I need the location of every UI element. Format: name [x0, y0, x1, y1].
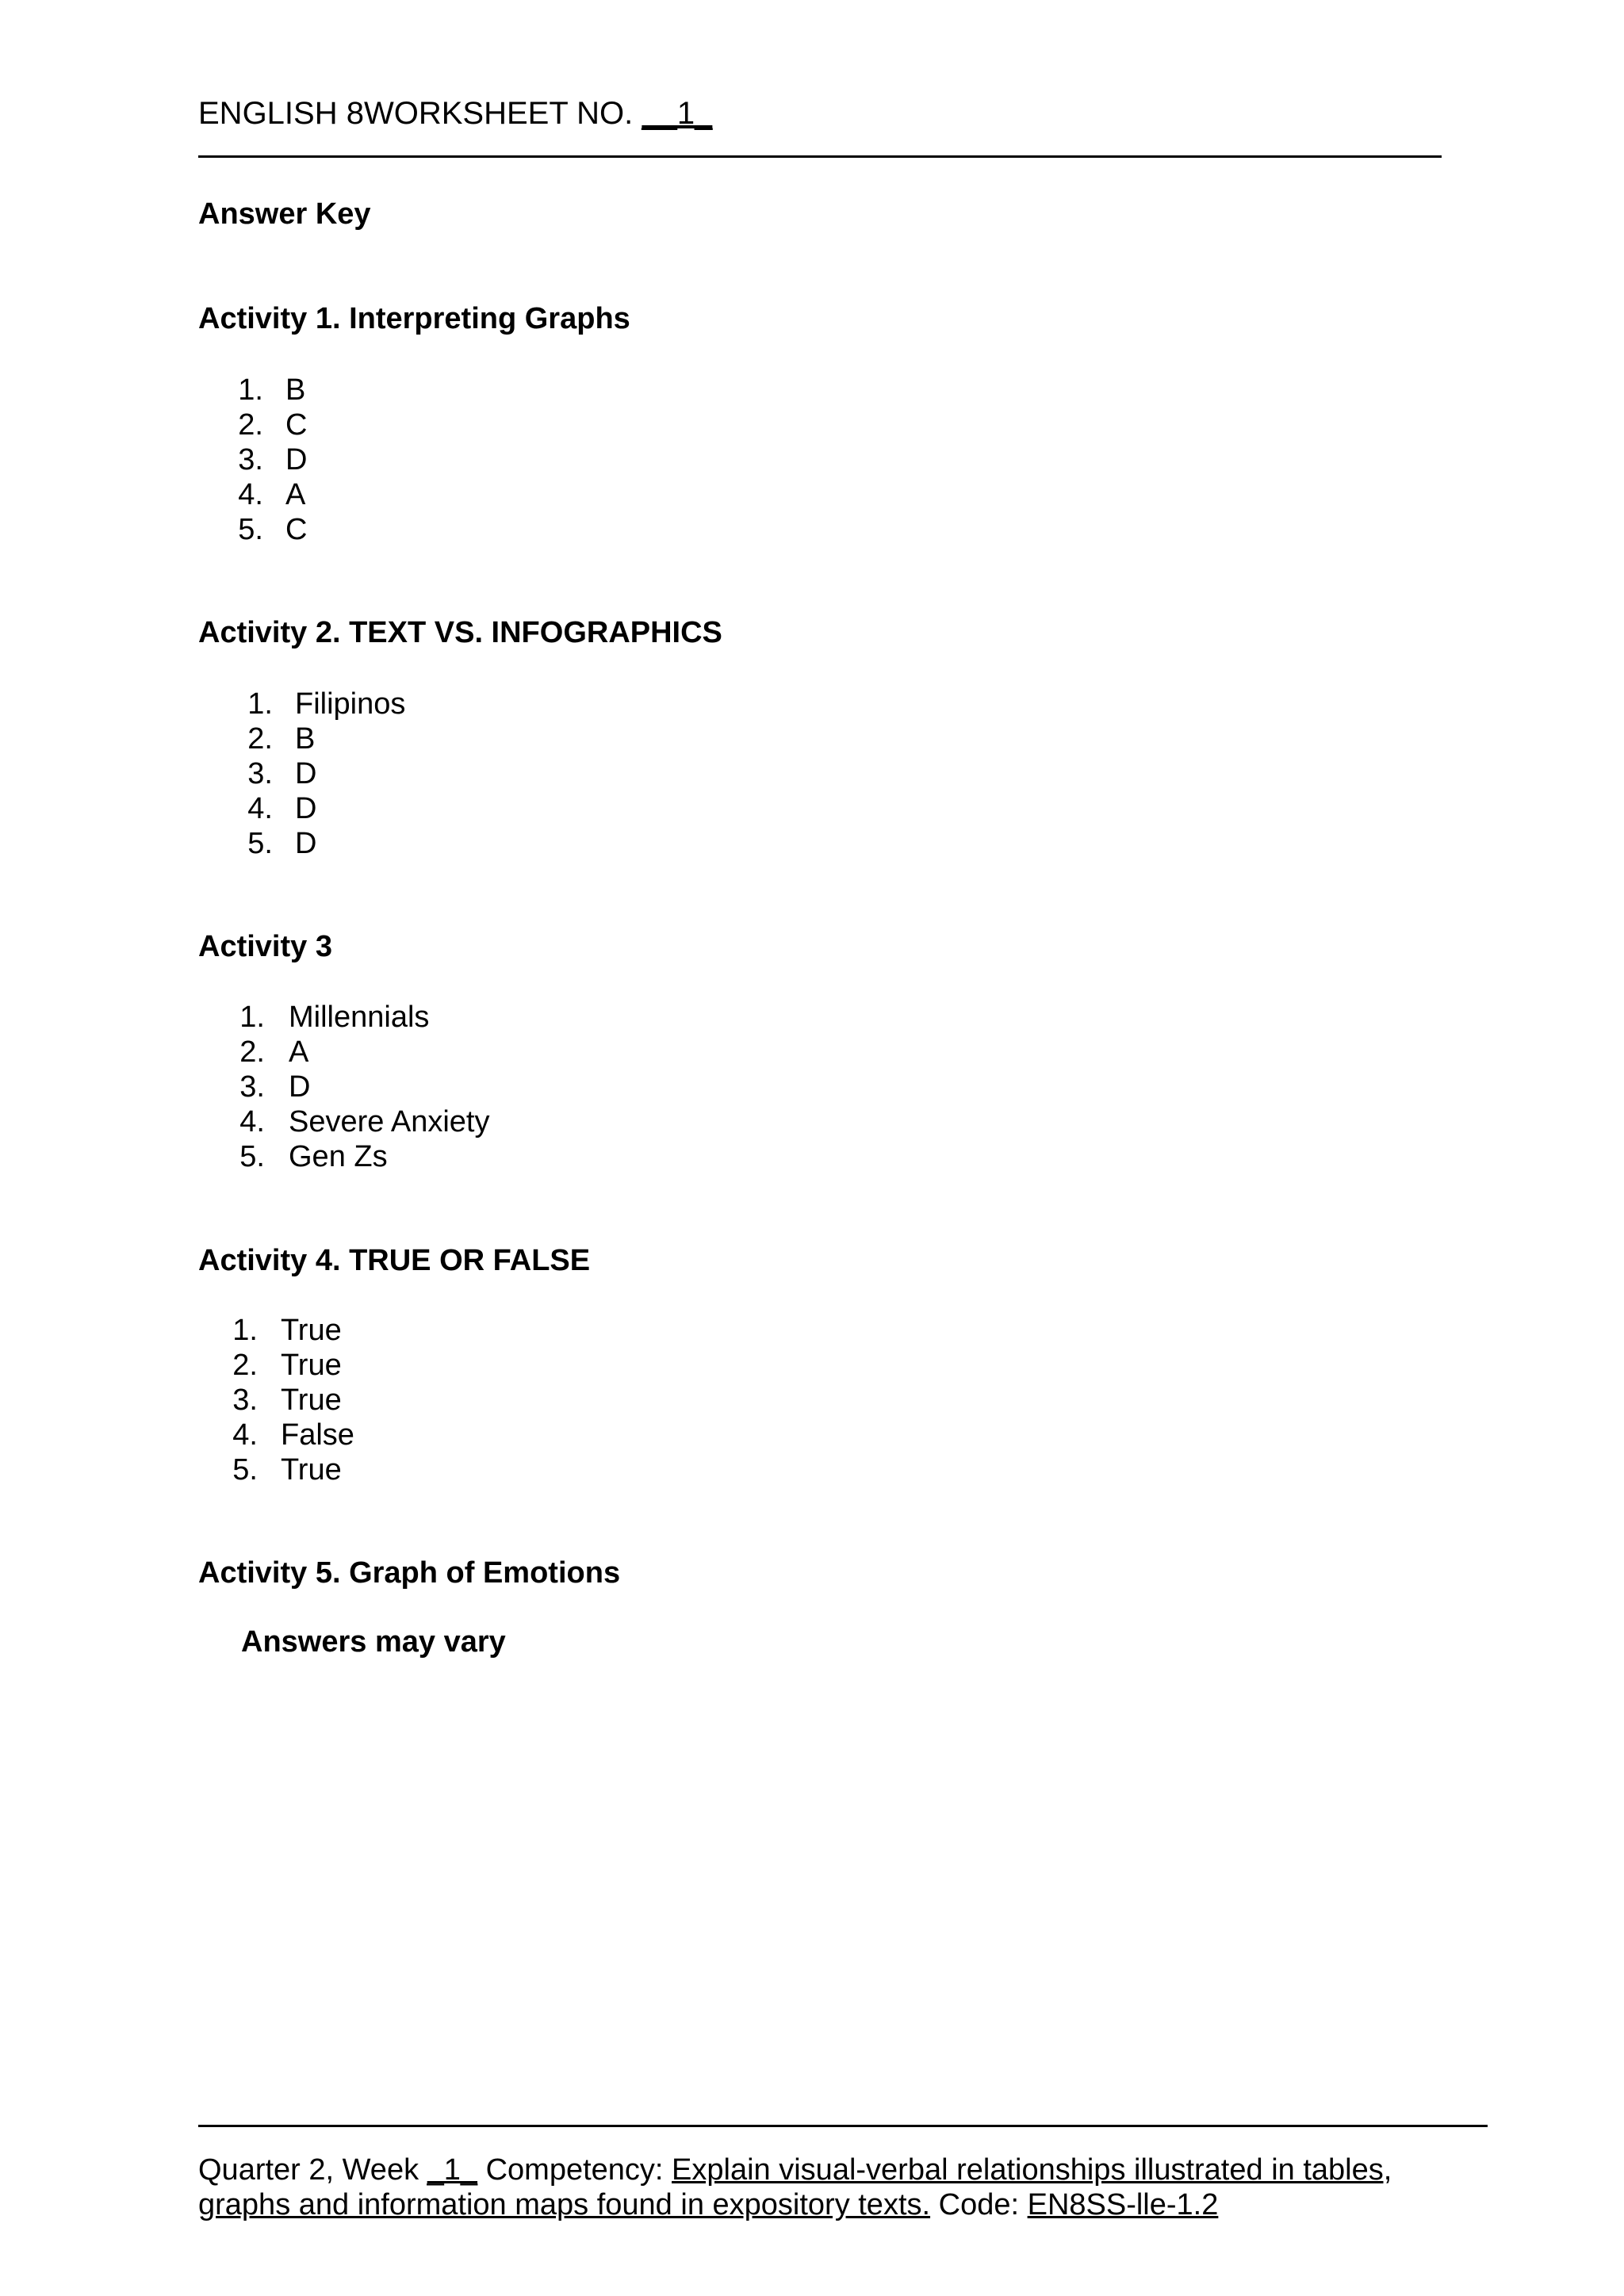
list-item: 1. True [232, 1314, 342, 1347]
list-item: 5. True [232, 1453, 342, 1487]
list-item: 2. True [232, 1349, 342, 1382]
list-item: 2. C [238, 408, 308, 442]
worksheet-header [198, 94, 712, 133]
worksheet-number: __1_ [642, 96, 713, 131]
footer-divider [198, 2125, 1488, 2127]
list-item: 3. D [239, 1070, 311, 1104]
answer-key-title: Answer Key [198, 197, 371, 231]
list-item: 2. A [239, 1035, 309, 1069]
list-item: 1. B [238, 373, 306, 407]
activity-4-answers [226, 1313, 354, 1487]
footer-line-1: Quarter 2, Week _1_ Competency: Explain visual-verbal relationships illustrated in tables, [198, 2153, 1392, 2187]
list-item: 3. D [247, 757, 317, 790]
activity-2-answers [241, 687, 405, 861]
competency-text-cont: graphs and information maps found in expository texts. [198, 2188, 931, 2221]
activity-1-answers [232, 373, 307, 547]
list-item: 1. Millennials [239, 1001, 430, 1034]
list-item: 4. A [238, 478, 306, 511]
list-item: 1. Filipinos [247, 687, 406, 721]
list-item: 5. Gen Zs [239, 1140, 388, 1173]
competency-text: Explain visual-verbal relationships illustrated in tables, [672, 2153, 1392, 2187]
activity-2-title: Activity 2. TEXT VS. INFOGRAPHICS [198, 616, 722, 649]
footer-line-2: graphs and information maps found in expository texts. Code: EN8SS-lle-1.2 [198, 2188, 1219, 2221]
list-item: 3. D [238, 443, 308, 476]
activity-1-title: Activity 1. Interpreting Graphs [198, 302, 630, 335]
activity-4-title: Activity 4. TRUE OR FALSE [198, 1244, 591, 1277]
activity-3-answers [233, 1000, 489, 1174]
list-item: 5. C [238, 513, 308, 546]
list-item: 2. B [247, 722, 316, 756]
list-item: 4. False [232, 1418, 354, 1452]
list-item: 5. D [247, 827, 317, 860]
week-number: _1_ [427, 2153, 478, 2187]
list-item: 4. D [247, 792, 317, 825]
competency-code: EN8SS-lle-1.2 [1027, 2188, 1219, 2221]
list-item: 3. True [232, 1383, 342, 1417]
activity-5-title: Activity 5. Graph of Emotions [198, 1556, 621, 1590]
header-divider [198, 155, 1442, 158]
list-item: 4. Severe Anxiety [239, 1105, 490, 1138]
header-label: ENGLISH 8WORKSHEET NO. [198, 96, 642, 131]
worksheet-footer [198, 2152, 1392, 2222]
activity-3-title: Activity 3 [198, 930, 332, 963]
activity-5-note: Answers may vary [241, 1625, 506, 1659]
